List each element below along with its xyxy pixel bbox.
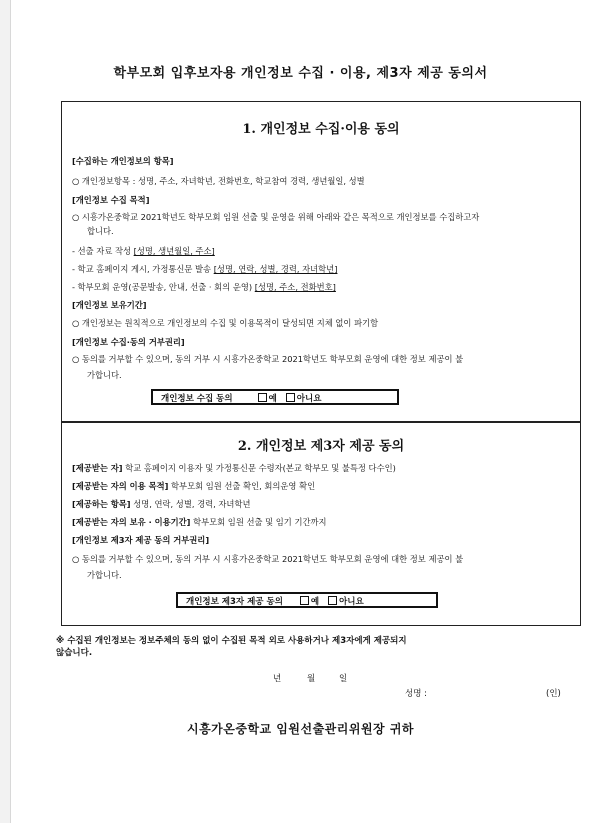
third-party-consent-box xyxy=(176,592,438,608)
purpose-item-note: [성명, 주소, 전화번호] xyxy=(254,282,336,292)
seal-mark: (인) xyxy=(546,689,561,699)
notice-text: ※ 수집된 개인정보는 정보주체의 동의 없이 수집된 목적 외로 사용하거나 제3자에게 제공되지 xyxy=(56,636,407,646)
purpose-item-note: [성명, 생년월일, 주소] xyxy=(133,246,215,256)
retention-text: ○ 개인정보는 원칙적으로 개인정보의 수집 및 이용목적이 달성되면 지체 없이 파기함 xyxy=(72,318,379,328)
refusal-text: ○ 동의를 거부할 수 있으며, 동의 거부 시 시흥가온중학교 2021학년도 학부모회 운영에 대한 정보 제공이 불 xyxy=(72,354,464,364)
consent-label: 개인정보 제3자 제공 동의 xyxy=(186,597,283,607)
purpose-text: ○ 시흥가온중학교 2021학년도 학부모회 임원 선출 및 운영을 위해 아래와 같은 목적으로 개인정보를 수집하고자 xyxy=(72,212,480,222)
document-page xyxy=(10,0,589,823)
third-party-refusal-heading: [개인정보 제3자 제공 동의 거부권리] xyxy=(72,535,210,545)
consent-yes-option[interactable]: 예 xyxy=(258,394,277,404)
date-month: 월 xyxy=(307,674,316,684)
refusal-text-cont: 가합니다. xyxy=(87,370,122,380)
checkbox-icon[interactable] xyxy=(258,393,267,402)
consent-no-option[interactable]: 아니요 xyxy=(328,597,364,607)
refusal-text: ○ 동의를 거부할 수 있으며, 동의 거부 시 시흥가온중학교 2021학년도 학부모회 운영에 대한 정보 제공이 불 xyxy=(72,554,464,564)
purpose-item-text: - 학부모회 운영(공문발송, 안내, 선출 · 회의 운영) xyxy=(72,282,253,292)
third-party-row: [제공받는 자의 보유 · 이용기간] 학부모회 임원 선출 및 임기 기간까지 xyxy=(72,517,327,527)
addressee: 시흥가온중학교 임원선출관리위원장 귀하 xyxy=(186,722,414,736)
collection-consent-box xyxy=(151,389,399,405)
purpose-text-cont: 합니다. xyxy=(87,226,114,236)
purpose-list-item xyxy=(72,282,336,293)
purpose-heading: [개인정보 수집 목적] xyxy=(72,195,150,205)
name-label: 성명 : xyxy=(405,689,427,699)
date-day: 일 xyxy=(339,674,348,684)
purpose-item-text: - 선출 자료 작성 xyxy=(72,246,131,256)
notice-text-cont: 않습니다. xyxy=(56,648,93,658)
section-third-party-consent xyxy=(61,421,581,626)
consent-label: 개인정보 수집 동의 xyxy=(161,394,233,404)
purpose-list-item xyxy=(72,264,337,275)
consent-no-option[interactable]: 아니요 xyxy=(286,394,322,404)
consent-yes-option[interactable]: 예 xyxy=(300,597,319,607)
checkbox-icon[interactable] xyxy=(286,393,295,402)
purpose-list-item xyxy=(72,246,215,257)
section-title: 1. 개인정보 수집·이용 동의 xyxy=(242,122,400,137)
refusal-text-cont: 가합니다. xyxy=(87,570,122,580)
purpose-item-note: [성명, 연락, 성별, 경력, 자녀학년] xyxy=(213,264,338,274)
items-text: ○ 개인정보항목 : 성명, 주소, 자녀학년, 전화번호, 학교참여 경력, 생년월일, 성별 xyxy=(72,176,365,186)
retention-heading: [개인정보 보유기간] xyxy=(72,300,147,310)
purpose-item-text: - 학교 홈페이지 게시, 가정통신문 발송 xyxy=(72,264,212,274)
checkbox-icon[interactable] xyxy=(300,596,309,605)
document-title: 학부모회 입후보자용 개인정보 수집 · 이용, 제3자 제공 동의서 xyxy=(113,66,488,81)
items-heading: [수집하는 개인정보의 항목] xyxy=(72,156,174,166)
checkbox-icon[interactable] xyxy=(328,596,337,605)
third-party-row: [제공받는 자] 학교 홈페이지 이용자 및 가정통신문 수령자(본교 학부모 및 불특정 다수인) xyxy=(72,463,396,473)
third-party-row: [제공하는 항목] 성명, 연락, 성별, 경력, 자녀학년 xyxy=(72,499,251,509)
third-party-row: [제공받는 자의 이용 목적] 학부모회 임원 선출 확인, 회의운영 확인 xyxy=(72,481,316,491)
section-collection-consent xyxy=(61,101,581,421)
date-year: 년 xyxy=(273,674,282,684)
refusal-heading: [개인정보 수집·동의 거부권리] xyxy=(72,337,185,347)
section-title: 2. 개인정보 제3자 제공 동의 xyxy=(237,439,405,454)
